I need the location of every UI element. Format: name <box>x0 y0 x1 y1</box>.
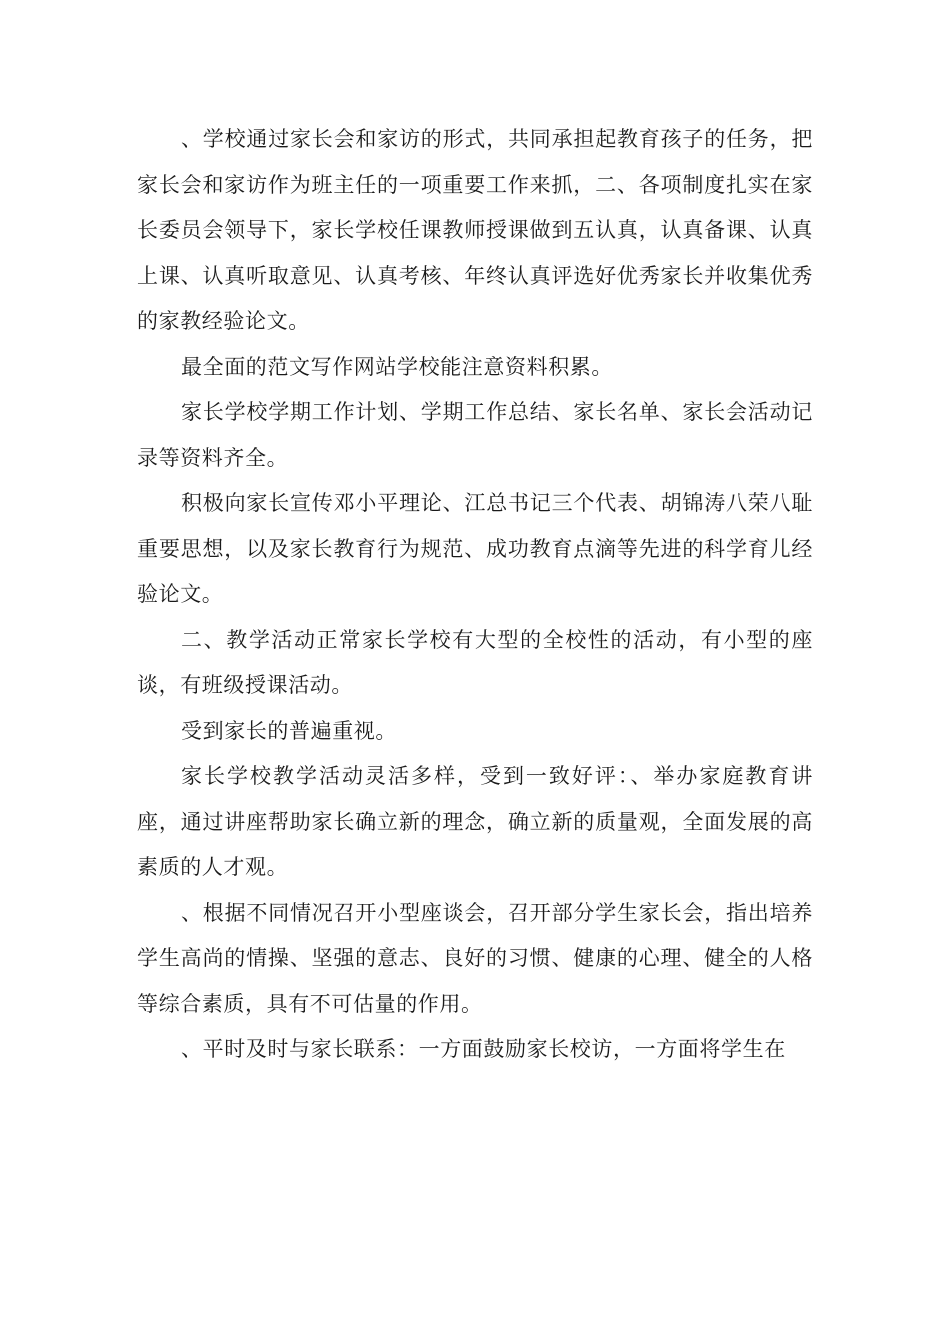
paragraph-1: 、学校通过家长会和家访的形式，共同承担起教育孩子的任务，把家长会和家访作为班主任的一项重要工作来抓，二、各项制度扎实在家长委员会领导下，家长学校任课教师授课做到五认真，认真备课、认真上课、认真听取意见、认真考核、年终认真评选好优秀家长并收集优秀的家教经验论文。 <box>137 127 813 333</box>
paragraph-8: 、根据不同情况召开小型座谈会，召开部分学生家长会，指出培养学生高尚的情操、坚强的意志、良好的习惯、健康的心理、健全的人格等综合素质，具有不可估量的作用。 <box>137 900 813 1016</box>
paragraph-7: 家长学校教学活动灵活多样，受到一致好评：、举办家庭教育讲座，通过讲座帮助家长确立新的理念，确立新的质量观，全面发展的高素质的人才观。 <box>137 764 813 879</box>
paragraph-2: 最全面的范文写作网站学校能注意资料积累。 <box>181 354 613 379</box>
paragraph-6: 受到家长的普遍重视。 <box>181 718 397 743</box>
paragraph-3: 家长学校学期工作计划、学期工作总结、家长名单、家长会活动记录等资料齐全。 <box>137 400 813 470</box>
paragraph-5: 二、教学活动正常家长学校有大型的全校性的活动，有小型的座谈，有班级授课活动。 <box>137 627 813 697</box>
paragraph-4: 积极向家长宣传邓小平理论、江总书记三个代表、胡锦涛八荣八耻重要思想，以及家长教育行为规范、成功教育点滴等先进的科学育儿经验论文。 <box>137 491 813 606</box>
paragraph-9: 、平时及时与家长联系：一方面鼓励家长校访，一方面将学生在 <box>181 1037 786 1061</box>
document-body <box>137 117 813 1073</box>
